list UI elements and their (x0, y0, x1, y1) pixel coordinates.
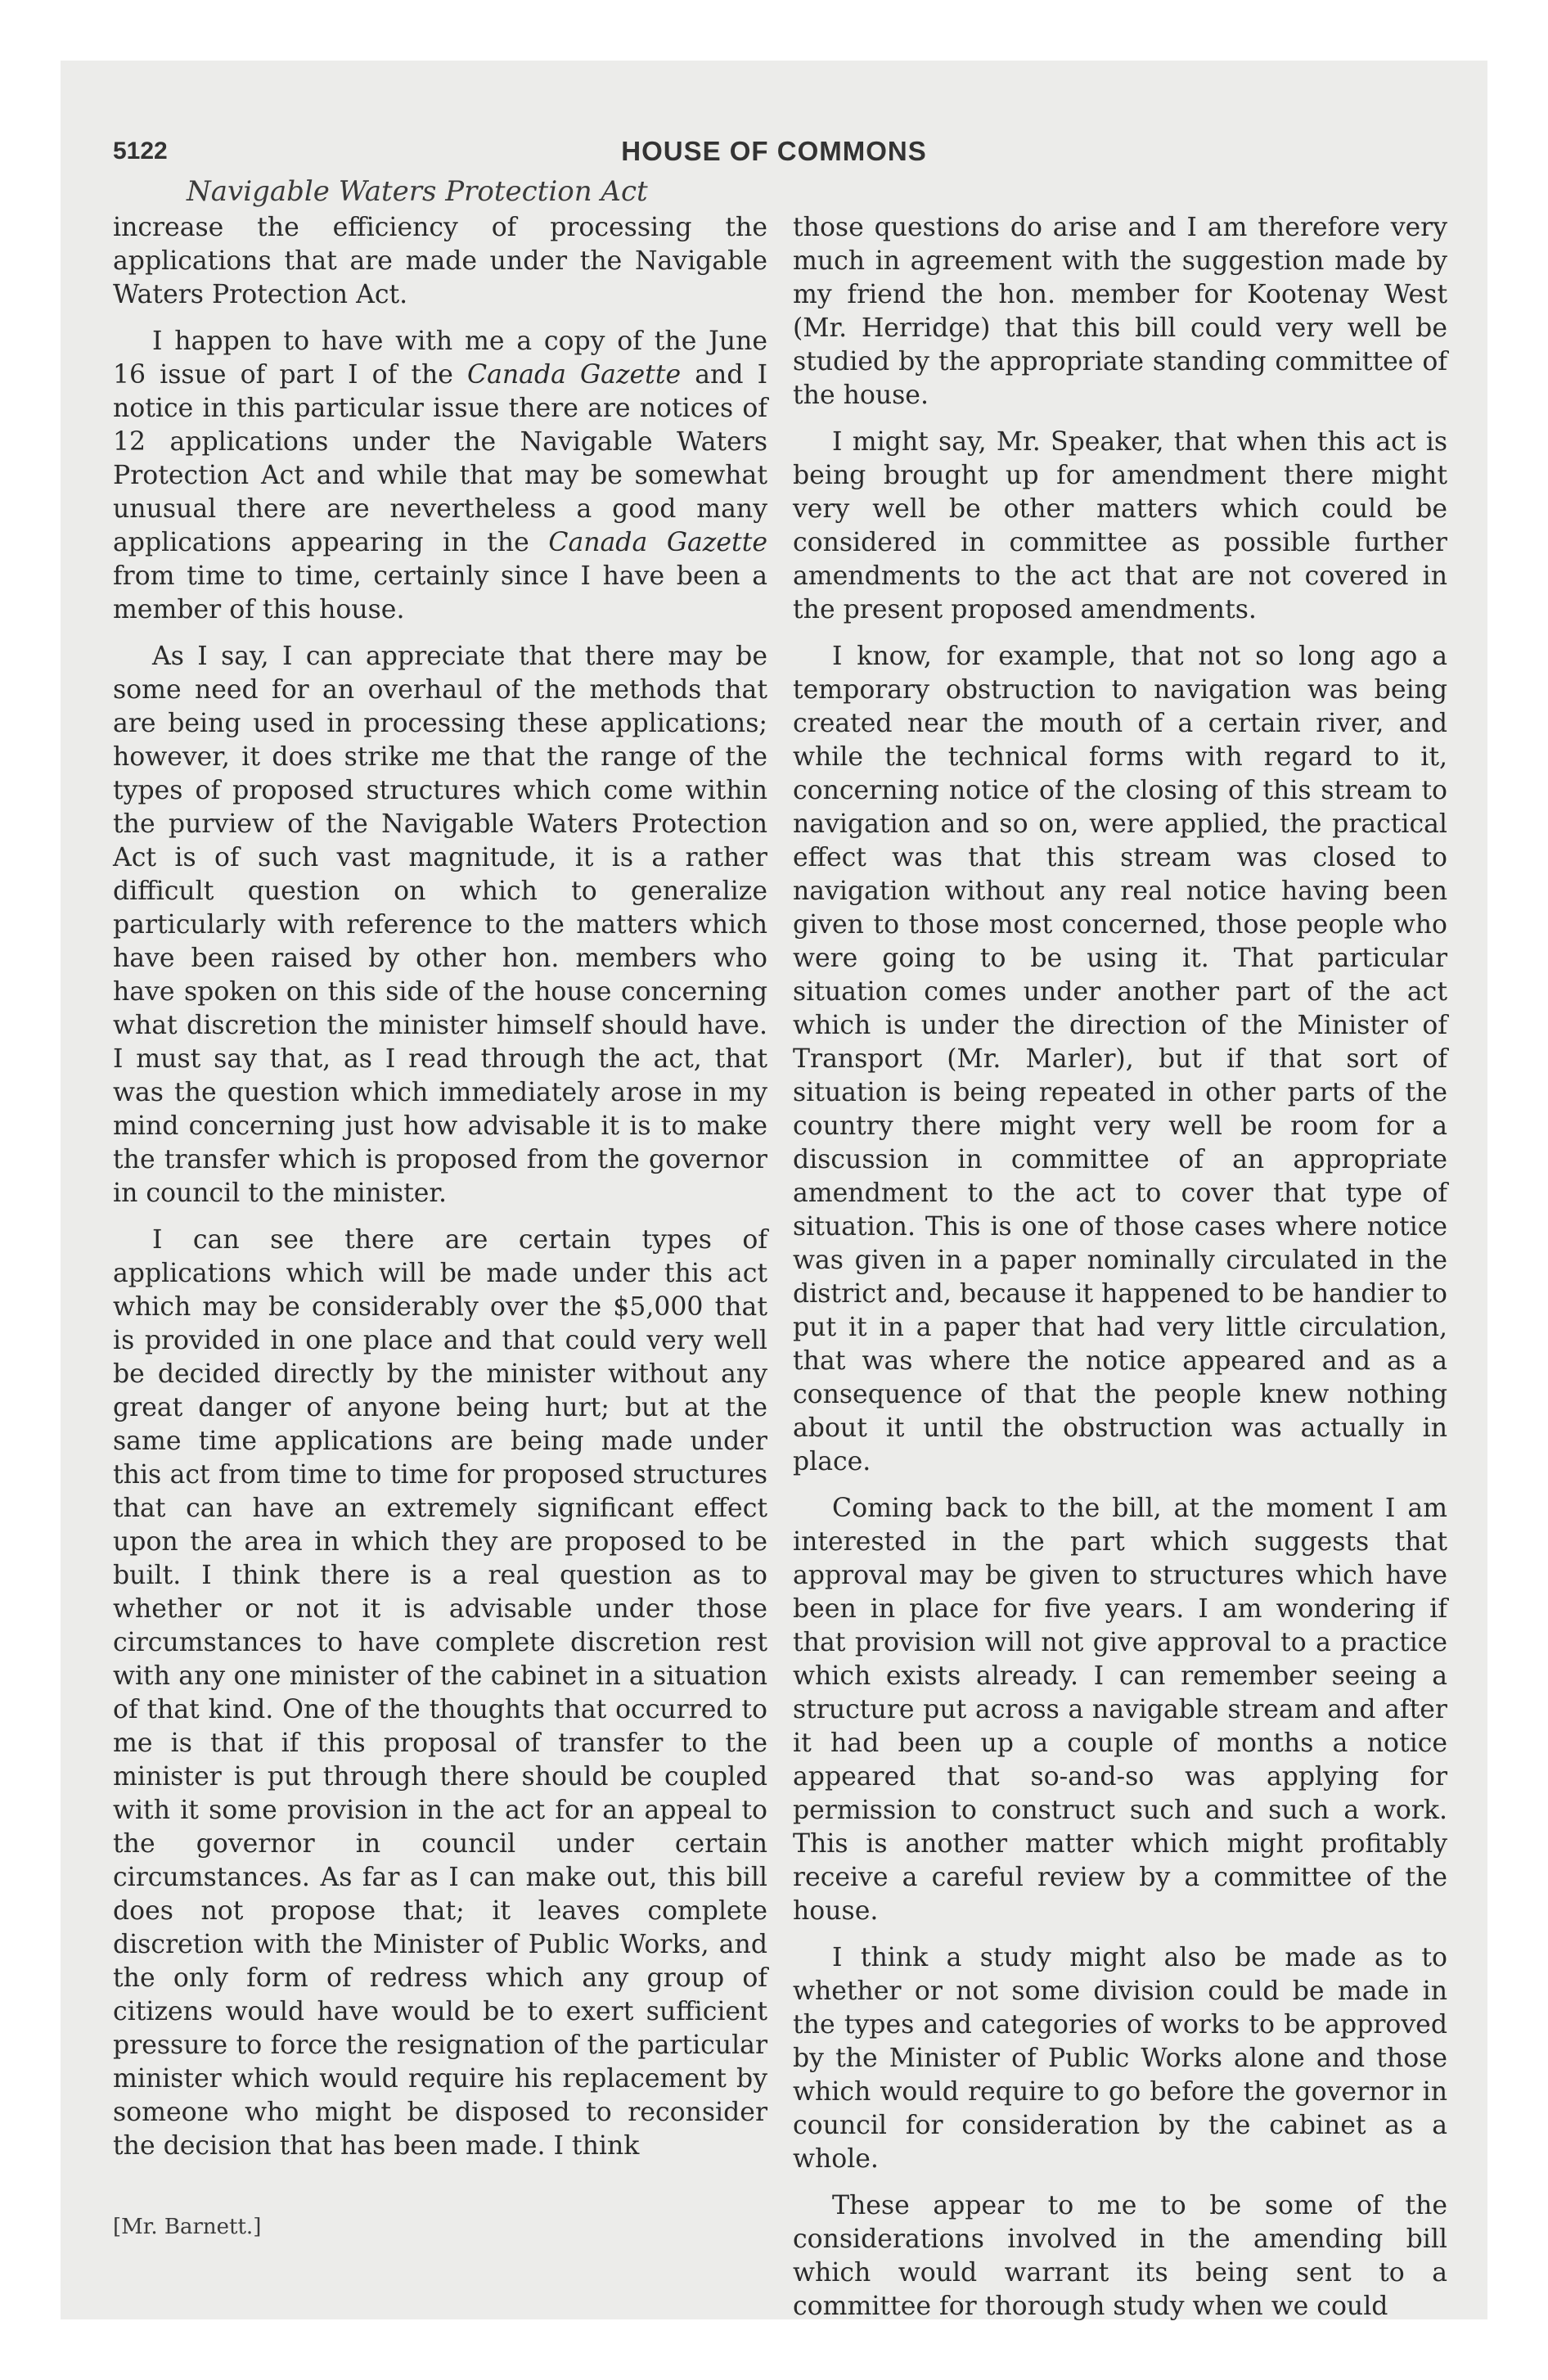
text-run: and I notice in this particular issue there are notices of 12 applications under the Navigable Waters Protection Act and while that may be somewhat unusual there are nevertheless a good many applications appearing in the (113, 360, 768, 557)
paragraph: increase the efficiency of processing the applications that are made under the Navigable Waters Protection Act. (113, 213, 767, 309)
paragraph: These appear to me to be some of the considerations involved in the amending bill which would warrant its being sent to a committee for thorough study when we could (793, 2191, 1447, 2321)
paragraph: I think a study might also be made as to whether or not some division could be made in the types and categories of works to be approved by the Minister of Public Works alone and those which would require to go before the governor in council for consideration by the cabinet as a whole. (793, 1943, 1447, 2174)
paragraph (113, 325, 767, 627)
page-number: 5122 (113, 137, 168, 165)
paragraph: I know, for example, that not so long ago a temporary obstruction to navigation was being created near the mouth of a certain river, and while the technical forms with regard to it, concerning notice of the closing of this stream to navigation and so on, were applied, the practical effect was that this stream was closed to navigation without any real notice having been given to those most concerned, those people who were going to be using it. That particular situation comes under another part of the act which is under the direction of the Minister of Transport (Mr. Marler), but if that sort of situation is being repeated in other parts of the country there might very well be room for a discussion in committee of an appropriate amendment to the act to cover that type of situation. This is one of those cases where notice was given in a paper nominally circulated in the district and, because it happened to be handier to put it in a paper that had very little circulation, that was where the notice appeared and as a consequence of that the people knew nothing about it until the obstruction was actually in place. (793, 642, 1447, 1476)
publication-title: Canada Gazette (548, 528, 768, 557)
paragraph: As I say, I can appreciate that there may be some need for an overhaul of the methods that are being used in processing these applications; however, it does strike me that the range of the types of proposed structures which come within the purview of the Navigable Waters Protection Act is of such vast magnitude, it is a rather difficult question on which to generalize particularly with reference to the matters which have been raised by other hon. members who have spoken on this side of the house concerning what discretion the minister himself should have. I must say that, as I read through the act, that was the question which immediately arose in my mind concerning just how advisable it is to make the transfer which is proposed from the governor in council to the minister. (113, 642, 767, 1208)
text-run: I happen to have with me a copy of the June 16 issue of part I of the (113, 327, 767, 390)
subject-heading: Navigable Waters Protection Act (187, 175, 648, 208)
publication-title: Canada Gazette (467, 360, 682, 390)
paragraph: I might say, Mr. Speaker, that when this act is being brought up for amendment there might very well be other matters which could be considered in committee as possible further amendments to the act that are not covered in the present proposed amendments. (793, 427, 1447, 624)
speaker-attribution: [Mr. Barnett.] (113, 2215, 262, 2239)
running-head: HOUSE OF COMMONS (621, 136, 927, 166)
text-run: from time to time, certainly since I have been a member of this house. (113, 561, 767, 624)
right-column (793, 211, 1447, 2337)
left-column (113, 211, 767, 2176)
paragraph: Coming back to the bill, at the moment I am interested in the part which suggests that approval may be given to structures which have been in place for five years. I am wondering if that provision will not give approval to a practice which exists already. I can remember seeing a structure put across a navigable stream and after it had been up a couple of months a notice appeared that so-and-so was applying for permission to construct such and such a work. This is another matter which might profitably receive a careful review by a committee of the house. (793, 1494, 1447, 1926)
paragraph: those questions do arise and I am therefore very much in agreement with the suggestion made by my friend the hon. member for Kootenay West (Mr. Herridge) that this bill could very well be studied by the appropriate standing committee of the house. (793, 213, 1447, 410)
paragraph: I can see there are certain types of applications which will be made under this act which may be considerably over the $5,000 that is provided in one place and that could very well be decided directly by the minister without any great danger of anyone being hurt; but at the same time applications are being made under this act from time to time for proposed structures that can have an extremely significant effect upon the area in which they are proposed to be built. I think there is a real question as to whether or not it is advisable under those circumstances to have complete discretion rest with any one minister of the cabinet in a situation of that kind. One of the thoughts that occurred to me is that if this proposal of transfer to the minister is put through there should be coupled with it some provision in the act for an appeal to the governor in council under certain circumstances. As far as I can make out, this bill does not propose that; it leaves complete discretion with the Minister of Public Works, and the only form of redress which any group of citizens would have would be to exert sufficient pressure to force the resignation of the particular minister which would require his replacement by someone who might be disposed to reconsider the decision that has been made. I think (113, 1225, 767, 2161)
